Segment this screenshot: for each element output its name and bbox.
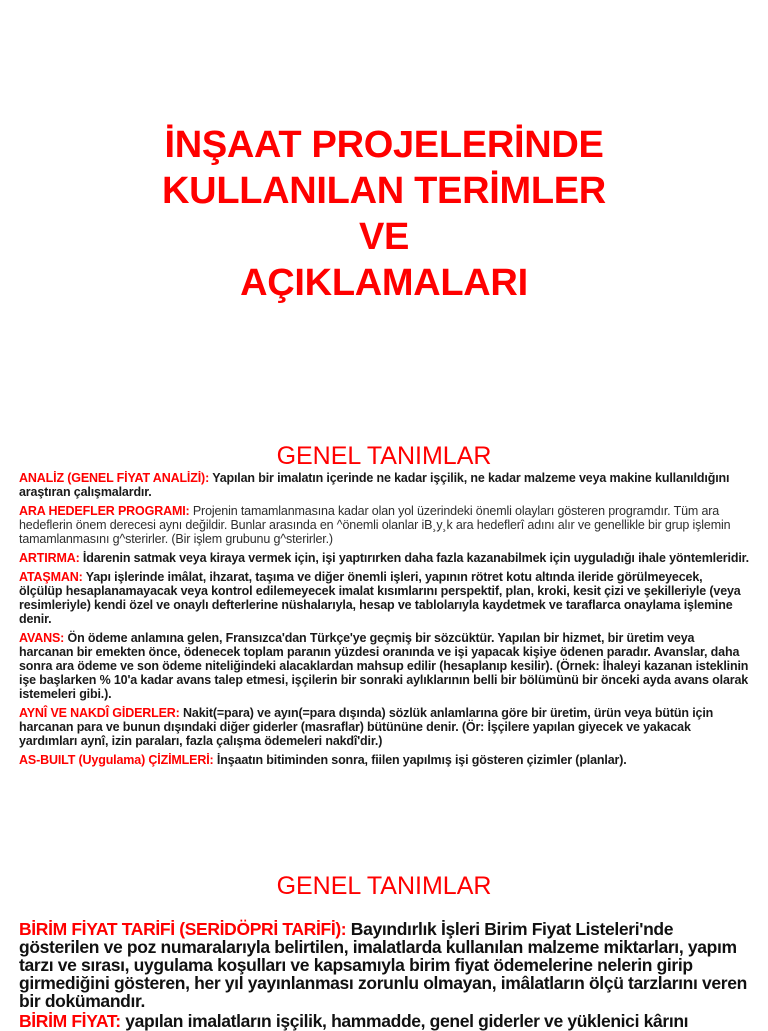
definitions-slide-1 — [0, 420, 768, 850]
term: ATAŞMAN: — [19, 570, 83, 584]
definition-as-built — [19, 753, 749, 767]
definition-list — [19, 920, 749, 1030]
definition-text: İnşaatın bitiminden sonra, fiilen yapılmış işi gösteren çizimler (planlar). — [213, 753, 627, 767]
term: AYNÎ VE NAKDÎ GİDERLER: — [19, 706, 180, 720]
definition-text: Projenin tamamlanmasına kadar olan yol üzerindeki önemli olayları gösteren programdır. Tüm ara hedeflerin önem derecesi aynı değildir. Bunlar arasında en ^önemli olanlar iB¸y¸k ara hedeflerî adını alır ve genellikle bir grup işlemin tamamlanmasını g^sterirler. (Bir işlem grubunu g^sterirler.) — [19, 504, 731, 546]
term: ARTIRMA: — [19, 551, 80, 565]
definition-birim-fiyat — [19, 1012, 749, 1030]
definition-text: Yapı işlerinde imâlat, ihzarat, taşıma ve diğer önemli işleri, yapının rötret kotu altında ileride görülmeyecek, ölçülüp hesaplanamayacak veya kontrol edilemeyecek imalat kısımlarını perspektif, plan, kroki, kesit çizi ve şekilleriyle (veya resimleriyle) kendi özel ve onaylı defterlerine nüshalarıyla, hesap ve tablolarıyla kaydetmek ve taraflarca onaylama işlemine denir. — [19, 570, 741, 626]
term: ANALİZ (GENEL FİYAT ANALİZİ): — [19, 471, 210, 485]
section-title: GENEL TANIMLAR — [276, 442, 492, 470]
term: BİRİM FİYAT: — [19, 1011, 121, 1031]
definition-artirma — [19, 551, 749, 565]
definition-birim-fiyat-tarifi — [19, 920, 749, 1010]
definition-atasman — [19, 570, 749, 626]
definitions-slide-2 — [0, 850, 768, 1031]
term: AVANS: — [19, 631, 65, 645]
title-line-3: VE — [358, 216, 410, 258]
definition-text: yapılan imalatların işçilik, hammadde, genel giderler ve yüklenici kârını — [120, 1011, 689, 1031]
definition-text: Nakit(=para) ve ayın(=para dışında) sözlük anlamlarına göre bir üretim, ürün veya bütün için harcanan para ve bunun dışındaki diğer giderler (masraflar) bütününe denir. (Ör: İşçilere yapılan giyecek ve yakacak yardımları aynî, izin paraları, fazla çalışma ödemeleri nakdî'dir.) — [19, 706, 714, 748]
title-line-2: KULLANILAN TERİMLER — [162, 170, 606, 212]
definition-ara-hedefler — [19, 504, 749, 546]
definition-ayni-nakdi — [19, 706, 749, 748]
definition-avans — [19, 631, 749, 701]
term: ARA HEDEFLER PROGRAMI: — [19, 504, 190, 518]
title-line-4: AÇIKLAMALARI — [240, 262, 528, 304]
main-title — [0, 122, 768, 306]
definition-analiz — [19, 471, 749, 499]
definition-text: İdarenin satmak veya kiraya vermek için, işi yaptırırken daha fazla kazanabilmek için uyguladığı ihale yöntemleridir. — [79, 551, 749, 565]
term: BİRİM FİYAT TARİFİ (SERİDÖPRİ TARİFİ): — [19, 919, 347, 939]
title-line-1: İNŞAAT PROJELERİNDE — [164, 124, 604, 166]
term: AS-BUILT (Uygulama) ÇİZİMLERİ: — [19, 753, 214, 767]
title-slide — [0, 0, 768, 420]
definition-text: Ön ödeme anlamına gelen, Fransızca'dan Türkçe'ye geçmiş bir sözcüktür. Yapılan bir hizmet, bir üretim veya harcanan bir emekten önce, ödenecek toplam paranın yüzdesi oranında ve işi yapacak kişiye ödenen paradır. Avanslar, daha sonra ara ödeme ve son ödeme niteliğindeki alacaklardan mahsup edilir (hesaplanıp kesilir). (Örnek: İhaleyi kazanan isteklinin işe başlarken % 10'a kadar avans talep etmesi, işçilerin bir sonraki aylıklarının belli bir bölümünü bir önceki ayda avans olarak istemeleri gibi.). — [19, 631, 749, 701]
section-title: GENEL TANIMLAR — [276, 872, 492, 900]
definition-text: Yapılan bir imalatın içerinde ne kadar işçilik, ne kadar malzeme veya makine kullanıldığını araştıran çalışmalardır. — [19, 471, 730, 499]
definition-list — [19, 471, 749, 772]
definition-text: Bayındırlık İşleri Birim Fiyat Listeleri'nde gösterilen ve poz numaralarıyla belirtilen, imalatlarda kullanılan malzeme miktarları, yapım tarzı ve sırası, uygulama koşulları ve kapsamıyla birim fiyat ödemelerine nelerin girip girmediğini gösteren, her yıl yayınlanması zorunlu olmayan, imâlatların ölçü tarzlarını veren bir dokümandır. — [19, 919, 747, 1011]
